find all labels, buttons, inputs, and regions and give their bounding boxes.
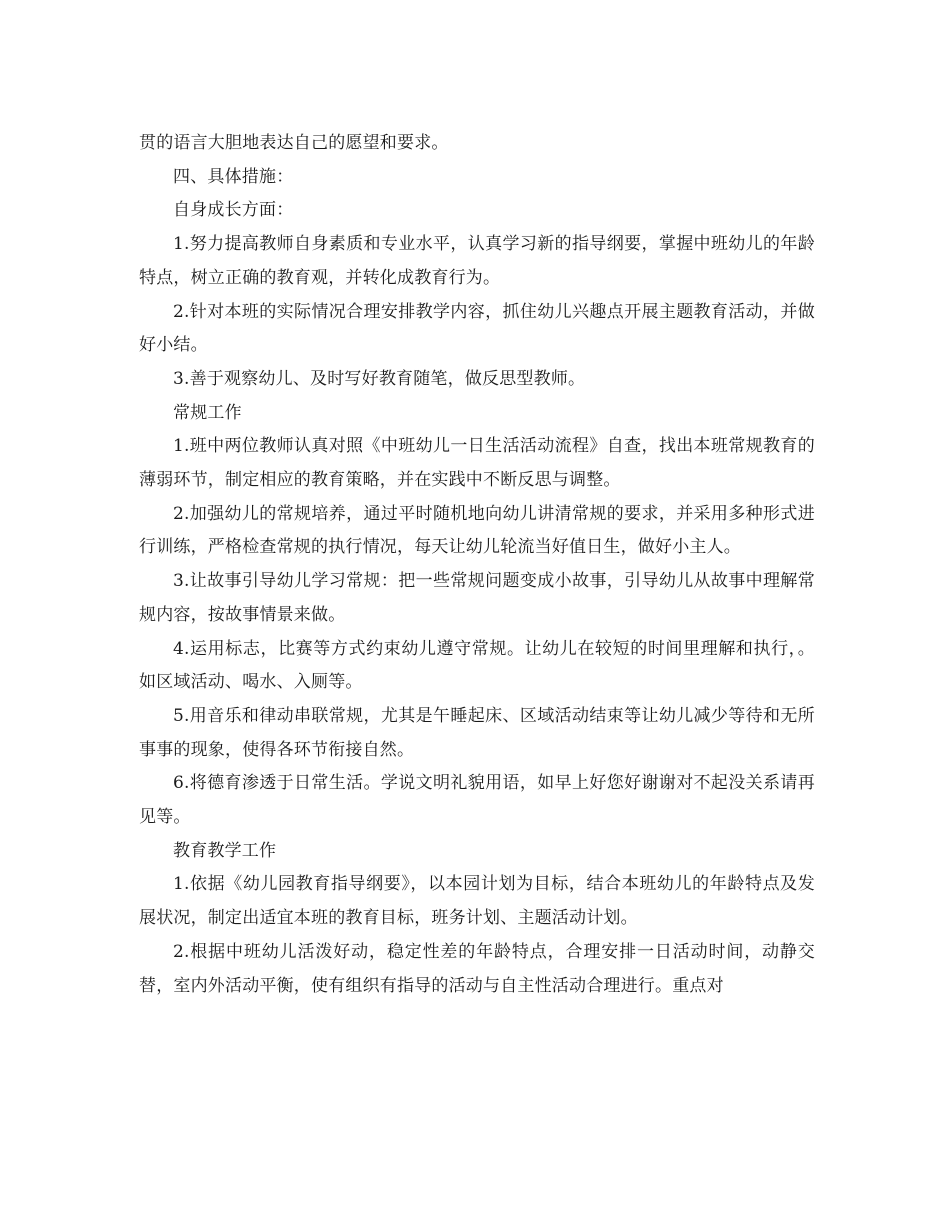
paragraph-routine-6: 6.将德育渗透于日常生活。学说文明礼貌用语，如早上好您好谢谢对不起没关系请再见等。 [139,773,815,828]
paragraph-routine-3: 3.让故事引导幼儿学习常规：把一些常规问题变成小故事，引导幼儿从故事中理解常规内容，按故事情景来做。 [139,571,815,625]
paragraph-self-growth-3: 3.善于观察幼儿、及时写好教育随笔，做反思型教师。 [173,368,586,389]
paragraph-routine-4: 4.运用标志，比赛等方式约束幼儿遵守常规。让幼儿在较短的时间里理解和执行，。如区域活动、喝水、入厕等。 [139,638,815,693]
paragraph-self-growth-2: 2.针对本班的实际情况合理安排教学内容，抓住幼儿兴趣点开展主题教育活动，并做好小结。 [139,301,815,356]
paragraph-self-growth-1: 1.努力提高教师自身素质和专业水平，认真学习新的指导纲要，掌握中班幼儿的年龄特点，树立正确的教育观，并转化成教育行为。 [139,234,815,288]
subheading-teaching-work: 教育教学工作 [173,840,277,861]
subheading-routine-work: 常规工作 [173,402,242,423]
subheading-self-growth: 自身成长方面： [173,200,294,221]
document-body [139,127,815,1003]
paragraph-teaching-2: 2.根据中班幼儿活泼好动，稳定性差的年龄特点，合理安排一日活动时间，动静交替，室内外活动平衡，使有组织有指导的活动与自主性活动合理进行。重点对 [139,941,815,996]
paragraph-routine-1: 1.班中两位教师认真对照《中班幼儿一日生活活动流程》自查，找出本班常规教育的薄弱环节，制定相应的教育策略，并在实践中不断反思与调整。 [139,436,815,491]
heading-specific-measures: 四、具体措施： [173,166,294,187]
paragraph-continuation: 贯的语言大胆地表达自己的愿望和要求。 [139,133,449,153]
paragraph-teaching-1: 1.依据《幼儿园教育指导纲要》，以本园计划为目标，结合本班幼儿的年龄特点及发展状况，制定出适宜本班的教育目标，班务计划、主题活动计划。 [139,874,815,929]
paragraph-routine-2: 2.加强幼儿的常规培养，通过平时随机地向幼儿讲清常规的要求，并采用多种形式进行训练，严格检查常规的执行情况，每天让幼儿轮流当好值日生，做好小主人。 [139,503,815,558]
paragraph-routine-5: 5.用音乐和律动串联常规，尤其是午睡起床、区域活动结束等让幼儿减少等待和无所事事的现象，使得各环节衔接自然。 [139,705,815,760]
